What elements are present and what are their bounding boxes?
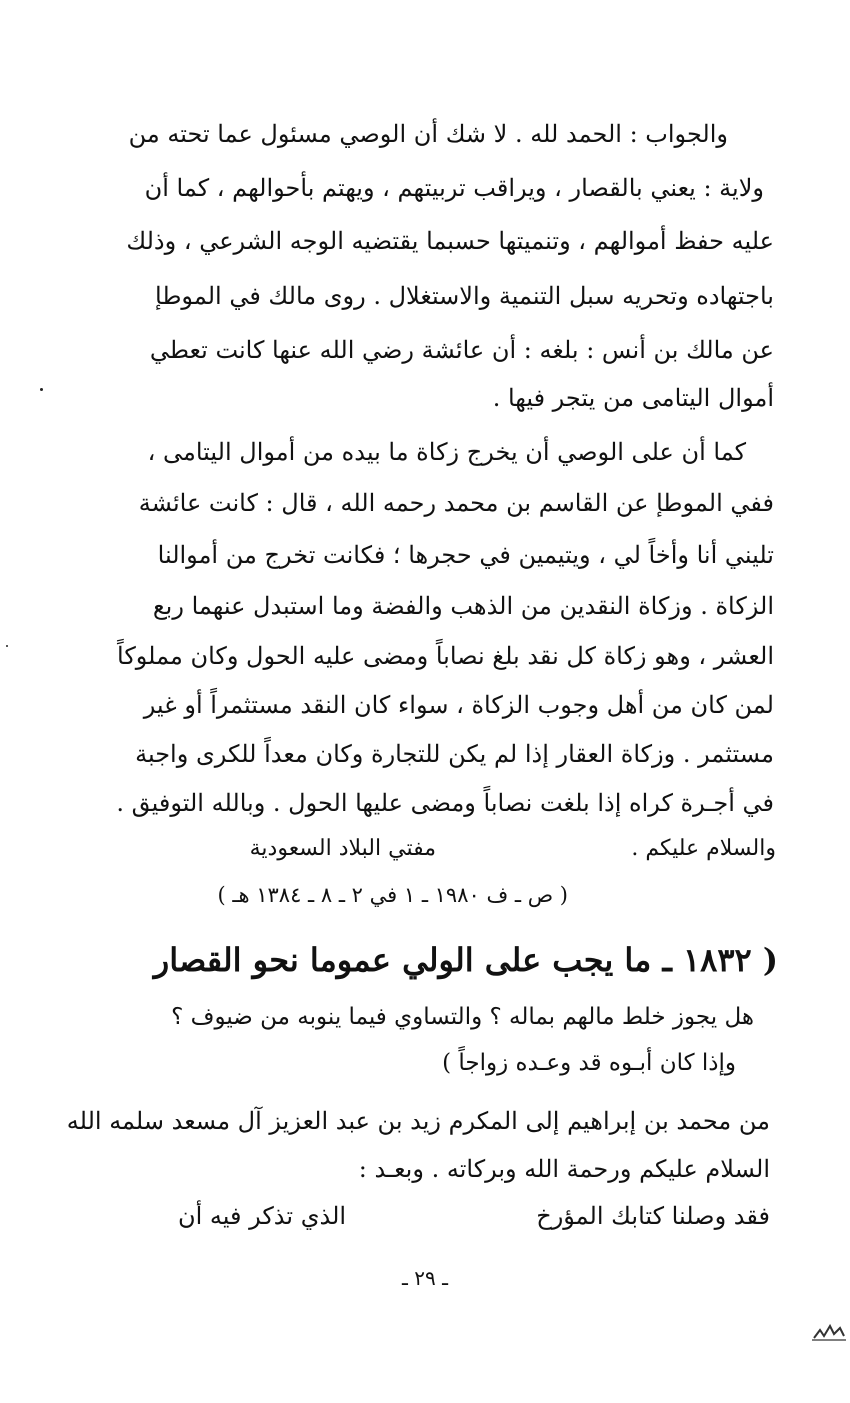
answer-line-4: باجتهاده وتحريه سبل التنمية والاستغلال . روى مالك في الموطإ	[155, 282, 774, 310]
scan-speck	[40, 388, 43, 391]
question-line-1: هل يجوز خلط مالهم بماله ؟ والتساوي فيما ينوبه من ضيوف ؟	[171, 1004, 754, 1030]
answer-line-6: أموال اليتامى من يتجر فيها .	[492, 384, 774, 412]
fatwa-reference: ( ص ـ ف ١٩٨٠ ـ ١ في ٢ ـ ٨ ـ ١٣٨٤ هـ )	[217, 883, 568, 907]
signature: مفتي البلاد السعودية	[249, 836, 436, 861]
scan-noise-mark	[810, 1318, 848, 1344]
answer-line-1: والجواب : الحمد لله . لا شك أن الوصي مسئول عما تحته من	[128, 120, 728, 148]
answer-line-2: ولاية : يعني بالقصار ، ويراقب تربيتهم ، ويهتم بأحوالهم ، كما أن	[144, 174, 764, 202]
answer-line-5: عن مالك بن أنس : بلغه : أن عائشة رضي الله عنها كانت تعطي	[149, 336, 774, 364]
zakat-line-7: مستثمر . وزكاة العقار إذا لم يكن للتجارة وكان معداً للكرى واجبة	[135, 740, 774, 768]
zakat-line-2: ففي الموطإ عن القاسم بن محمد رحمه الله ، قال : كانت عائشة	[138, 489, 774, 517]
question-line-2: وإذا كان أبـوه قد وعـده زواجاً )	[442, 1050, 736, 1076]
letter-body-right: فقد وصلنا كتابك المؤرخ	[536, 1202, 770, 1230]
section-heading: ( ١٨٣٢ ـ ما يجب على الولي عموما نحو القصار	[153, 941, 778, 979]
answer-line-3: عليه حفظ أموالهم ، وتنميتها حسبما يقتضيه الوجه الشرعي ، وذلك	[126, 227, 774, 255]
salutation: والسلام عليكم .	[631, 836, 776, 861]
zakat-line-1: كما أن على الوصي أن يخرج زكاة ما بيده من أموال اليتامى ،	[147, 438, 746, 466]
zakat-line-3: تليني أنا وأخاً لي ، ويتيمين في حجرها ؛ فكانت تخرج من أموالنا	[157, 541, 774, 569]
letter-greeting: السلام عليكم ورحمة الله وبركاته . وبعـد :	[358, 1155, 770, 1183]
scan-speck	[6, 645, 8, 647]
letter-body-left: الذي تذكر فيه أن	[178, 1202, 347, 1230]
letter-opening: من محمد بن إبراهيم إلى المكرم زيد بن عبد العزيز آل مسعد سلمه الله	[66, 1107, 770, 1135]
zakat-line-6: لمن كان من أهل وجوب الزكاة ، سواء كان النقد مستثمراً أو غير	[143, 691, 774, 719]
page-number: ـ ٢٩ ـ	[402, 1266, 448, 1290]
zakat-line-4: الزكاة . وزكاة النقدين من الذهب والفضة وما استبدل عنهما ربع	[152, 592, 774, 620]
zakat-line-5: العشر ، وهو زكاة كل نقد بلغ نصاباً ومضى عليه الحول وكان مملوكاً	[117, 642, 774, 670]
zakat-line-8: في أجـرة كراه إذا بلغت نصاباً ومضى عليها الحول . وبالله التوفيق .	[116, 789, 774, 817]
